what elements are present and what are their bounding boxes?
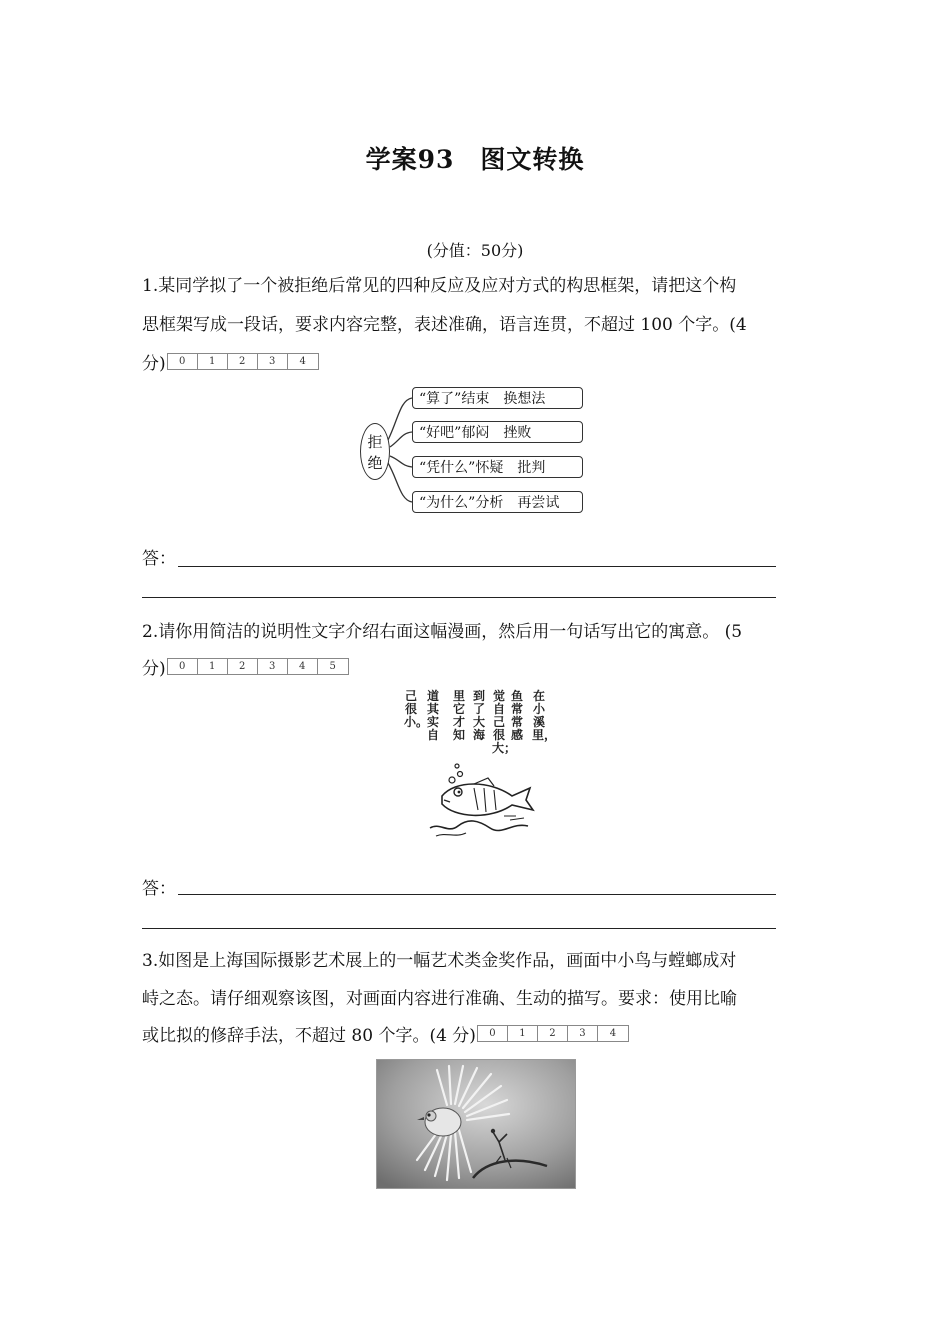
cartoon-text-col4: 到了大海 [472, 689, 485, 742]
q2-score-4[interactable]: 4 [288, 659, 318, 674]
bird-mantis-image [377, 1060, 575, 1188]
fish-drawing [400, 688, 557, 840]
q1-score-4[interactable]: 4 [299, 356, 306, 367]
q3-score-2[interactable]: 2 [538, 1026, 568, 1041]
q3-score-4[interactable]: 4 [609, 1028, 617, 1039]
q2-score-3[interactable]: 3 [258, 659, 288, 674]
q1-score-0[interactable]: 0 [168, 354, 198, 369]
q2-text-line2 [142, 654, 349, 679]
q2-answer-label: 答： [142, 879, 176, 899]
q1-score-2[interactable]: 2 [228, 354, 258, 369]
q1-score-1[interactable]: 1 [198, 354, 228, 369]
cartoon-text-col7: 己很小。 [404, 689, 429, 729]
q2-score-label: 分) [142, 659, 166, 679]
q1-score-box[interactable] [167, 353, 319, 370]
q2-score-1[interactable]: 1 [198, 659, 228, 674]
mindmap-root-char1: 拒 [367, 432, 383, 451]
cartoon-text-col1: 在小溪里， [532, 689, 557, 742]
q3-score-box[interactable] [477, 1025, 629, 1042]
mindmap-root-char2: 绝 [367, 453, 383, 472]
mindmap-item-1: “算了”结束 换想法 [412, 387, 583, 409]
q2-score-5[interactable]: 5 [329, 661, 336, 672]
q2-score-0[interactable]: 0 [168, 659, 198, 674]
mindmap-item-3: “凭什么”怀疑 批判 [412, 456, 583, 478]
q3-score-3[interactable]: 3 [568, 1026, 598, 1041]
q3-score-0[interactable]: 0 [478, 1026, 508, 1041]
q1-text-line2: 思框架写成一段话，要求内容完整，表述准确，语言连贯，不超过 100 个字。(4 [142, 315, 747, 335]
q3-text-line2: 峙之态。请仔细观察该图，对画面内容进行准确、生动的描写。要求：使用比喻 [142, 989, 737, 1009]
q1-text-line3 [142, 349, 319, 374]
q2-score-2[interactable]: 2 [228, 659, 258, 674]
bird-mantis-photo [376, 1059, 576, 1189]
cartoon-text-col2: 鱼常常感 [510, 689, 523, 742]
score-total: (分值：50分) [426, 241, 524, 260]
q1-score-3[interactable]: 3 [258, 354, 288, 369]
mindmap-item-2: “好吧”郁闷 挫败 [412, 421, 583, 443]
q1-answer-line1[interactable] [178, 566, 776, 567]
q2-answer-line1[interactable] [178, 894, 776, 895]
page-title: 学案93 图文转换 [365, 145, 585, 174]
q3-text-line3 [142, 1021, 629, 1046]
cartoon-text-col6: 道其实自 [426, 689, 439, 742]
cartoon-text-col3: 觉自己很大； [492, 689, 517, 755]
q3-score-1[interactable]: 1 [508, 1026, 538, 1041]
q2-score-box[interactable] [167, 658, 349, 675]
q1-answer-line2[interactable] [142, 597, 776, 598]
q3-score-label: 或比拟的修辞手法，不超过 80 个字。(4 分) [142, 1026, 476, 1046]
mindmap-item-4: “为什么”分析 再尝试 [412, 491, 583, 513]
q3-text-line1: 3.如图是上海国际摄影艺术展上的一幅艺术类金奖作品，画面中小鸟与螳螂成对 [142, 951, 737, 971]
q1-answer-label: 答： [142, 549, 176, 569]
fish-cartoon [400, 688, 557, 840]
q2-answer-line2[interactable] [142, 928, 776, 929]
cartoon-text-col5: 里它才知 [452, 689, 465, 742]
mindmap-root [360, 423, 390, 480]
q1-score-label: 分) [142, 354, 166, 374]
q1-text-line1: 1.某同学拟了一个被拒绝后常见的四种反应及应对方式的构思框架，请把这个构 [142, 276, 737, 296]
q2-text-line1: 2.请你用简洁的说明性文字介绍右面这幅漫画，然后用一句话写出它的寓意。 (5 [142, 622, 743, 642]
